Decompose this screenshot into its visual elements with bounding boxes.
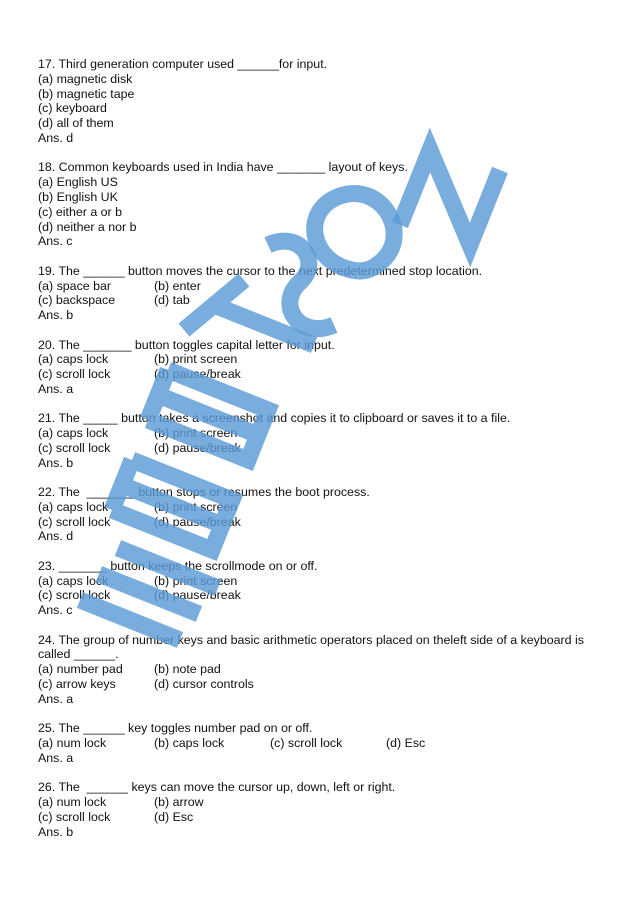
option-c: (c) scroll lock [38,440,111,455]
option-c: (c) scroll lock [38,514,111,529]
option-d: (d) all of them [38,116,114,131]
option-d: (d) pause/break [154,367,241,382]
option-a: (a) magnetic disk [38,71,133,86]
answer: Ans. b [38,455,74,470]
question-24 [38,633,608,707]
option-a: (a) caps lock [38,573,109,588]
answer: Ans. c [38,603,73,618]
question-19 [38,264,608,323]
option-a: (a) num lock [38,736,107,751]
answer: Ans. a [38,691,74,706]
answer: Ans. d [38,130,74,145]
options-row [38,352,608,367]
options-row [38,736,608,751]
option-a: (a) caps lock [38,499,109,514]
option-b: (b) enter [154,278,201,293]
option-a: (a) space bar [38,278,112,293]
option-d: (d) pause/break [154,588,241,603]
option-b: (b) note pad [154,662,221,677]
question-stem: 26. The ______ keys can move the cursor up, down, left or right. [38,780,396,795]
options-row [38,662,608,677]
option-d: (d) cursor controls [154,677,254,692]
options-row [38,441,608,456]
option-c: (c) keyboard [38,101,107,116]
option-d: (d) Esc [386,736,426,751]
options-row [38,279,608,294]
question-stem: 25. The ______ key toggles number pad on or off. [38,721,313,736]
options-row [38,293,608,308]
question-stem: 21. The _____ button takes a screenshot and copies it to clipboard or saves it to a file. [38,411,511,426]
answer: Ans. a [38,381,74,396]
question-21 [38,411,608,470]
option-a: (a) num lock [38,795,107,810]
option-a: (a) caps lock [38,426,109,441]
question-stem: 24. The group of number keys and basic arithmetic operators placed on theleft side of a keyboard is called ______. [38,632,584,662]
option-b: (b) arrow [154,795,204,810]
option-b: (b) print screen [154,499,238,514]
option-c: (c) scroll lock [38,367,111,382]
option-b: (b) print screen [154,352,238,367]
options-row [38,588,608,603]
options-row [38,367,608,382]
option-c: (c) backspace [38,293,116,308]
option-c: (c) scroll lock [270,736,343,751]
question-stem: 18. Common keyboards used in India have _______ layout of keys. [38,160,408,175]
option-d: (d) Esc [154,809,194,824]
option-a: (a) number pad [38,662,123,677]
options-row [38,795,608,810]
answer: Ans. b [38,308,74,323]
question-stem: 23. _______ button keeps the scrollmode on or off. [38,558,318,573]
options-row [38,574,608,589]
question-23 [38,559,608,618]
option-b: (b) print screen [154,426,238,441]
option-a: (a) caps lock [38,352,109,367]
option-b: (b) print screen [154,573,238,588]
option-c: (c) scroll lock [38,588,111,603]
question-25 [38,721,608,765]
question-stem: 17. Third generation computer used ______for input. [38,57,328,71]
options-row [38,500,608,515]
option-b: (b) magnetic tape [38,86,135,101]
question-page [38,57,608,854]
question-stem: 22. The _______ button stops or resumes the boot process. [38,485,370,500]
question-stem: 19. The ______ button moves the cursor to the next predetermined stop location. [38,263,483,278]
option-b: (b) English UK [38,189,118,204]
question-stem: 20. The _______ button toggles capital letter for input. [38,337,335,352]
question-18 [38,160,608,249]
option-c: (c) arrow keys [38,677,116,692]
option-d: (d) tab [154,293,190,308]
options-row [38,677,608,692]
option-b: (b) caps lock [154,736,225,751]
answer: Ans. c [38,234,73,249]
question-22 [38,485,608,544]
option-a: (a) English US [38,175,118,190]
question-17 [38,57,608,146]
option-d: (d) neither a nor b [38,219,137,234]
options-row [38,515,608,530]
options-row [38,810,608,825]
question-26 [38,780,608,839]
option-c: (c) scroll lock [38,809,111,824]
option-c: (c) either a or b [38,204,123,219]
answer: Ans. d [38,529,74,544]
option-d: (d) pause/break [154,440,241,455]
question-20 [38,338,608,397]
answer: Ans. a [38,750,74,765]
answer: Ans. b [38,824,74,839]
options-row [38,426,608,441]
option-d: (d) pause/break [154,514,241,529]
